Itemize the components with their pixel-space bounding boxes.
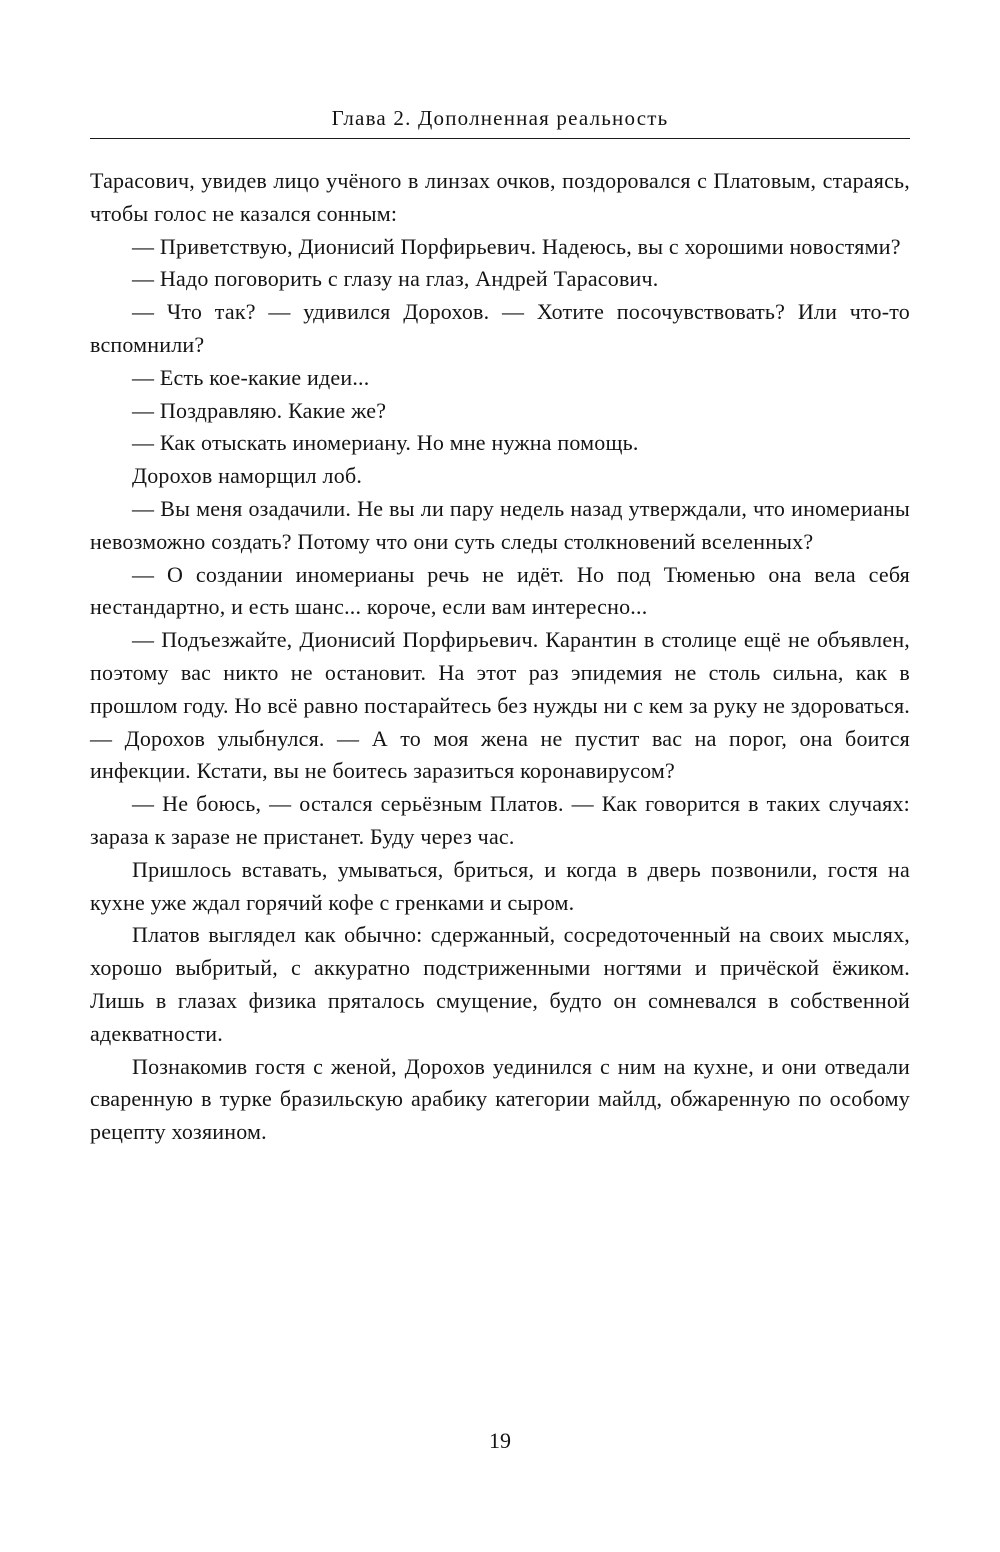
paragraph: Познакомив гостя с женой, Дорохов уединился с ним на кухне, и они отведали сваренную в турке бразильскую арабику категории майлд, обжаренную по особому рецепту хозяином. <box>90 1053 910 1145</box>
chapter-header <box>90 106 910 139</box>
paragraph: — Вы меня озадачили. Не вы ли пару недель назад утверждали, что иномерианы невозможно создать? Потому что они суть следы столкновений вселенных? <box>90 495 910 554</box>
paragraph: — Есть кое-какие идеи... <box>132 364 370 390</box>
header-divider <box>90 138 910 139</box>
paragraph: — Не боюсь, — остался серьёзным Платов. — Как говорится в таких случаях: зараза к заразе не пристанет. Буду через час. <box>90 791 910 849</box>
chapter-title: Глава 2. Дополненная реальность <box>331 106 669 130</box>
page-body <box>90 165 910 1149</box>
paragraph: Тарасович, увидев лицо учёного в линзах очков, поздоровался с Платовым, стараясь, чтобы голос не казался сонным: <box>90 168 910 226</box>
paragraph: — Что так? — удивился Дорохов. — Хотите посочувствовать? Или что-то вспомнили? <box>90 299 910 357</box>
paragraph: — Подъезжайте, Дионисий Порфирьевич. Карантин в столице ещё не объявлен, поэтому вас никто не остановит. На этот раз эпидемия не столь сильна, как в прошлом году. Но всё равно постарайтесь без нужды ни с кем за руку не здороваться. — Дорохов улыбнулся. — А то моя жена не пустит вас на порог, она боится инфекции. Кстати, вы не боитесь заразиться коронавирусом? <box>90 627 910 784</box>
paragraph: — О создании иномерианы речь не идёт. Но под Тюменью она вела себя нестандартно, и есть шанс... короче, если вам интересно... <box>90 561 910 620</box>
paragraph: — Надо поговорить с глазу на глаз, Андрей Тарасович. <box>132 266 659 292</box>
page-number: 19 <box>489 1428 511 1453</box>
paragraph: Платов выглядел как обычно: сдержанный, сосредоточенный на своих мыслях, хорошо выбритый, с аккуратно подстриженными ногтями и причёской ёжиком. Лишь в глазах физика пряталось смущение, будто он сомневался в собственной адекватности. <box>90 922 910 1046</box>
paragraph: — Поздравляю. Какие же? <box>132 397 387 423</box>
paragraph: — Приветствую, Дионисий Порфирьевич. Надеюсь, вы с хорошими новостями? <box>132 233 901 259</box>
paragraph: Дорохов наморщил лоб. <box>132 463 363 489</box>
paragraph: — Как отыскать иномериану. Но мне нужна помощь. <box>132 430 639 456</box>
paragraph: Пришлось вставать, умываться, бриться, и когда в дверь позвонили, гостя на кухне уже ждал горячий кофе с гренками и сыром. <box>90 856 910 915</box>
